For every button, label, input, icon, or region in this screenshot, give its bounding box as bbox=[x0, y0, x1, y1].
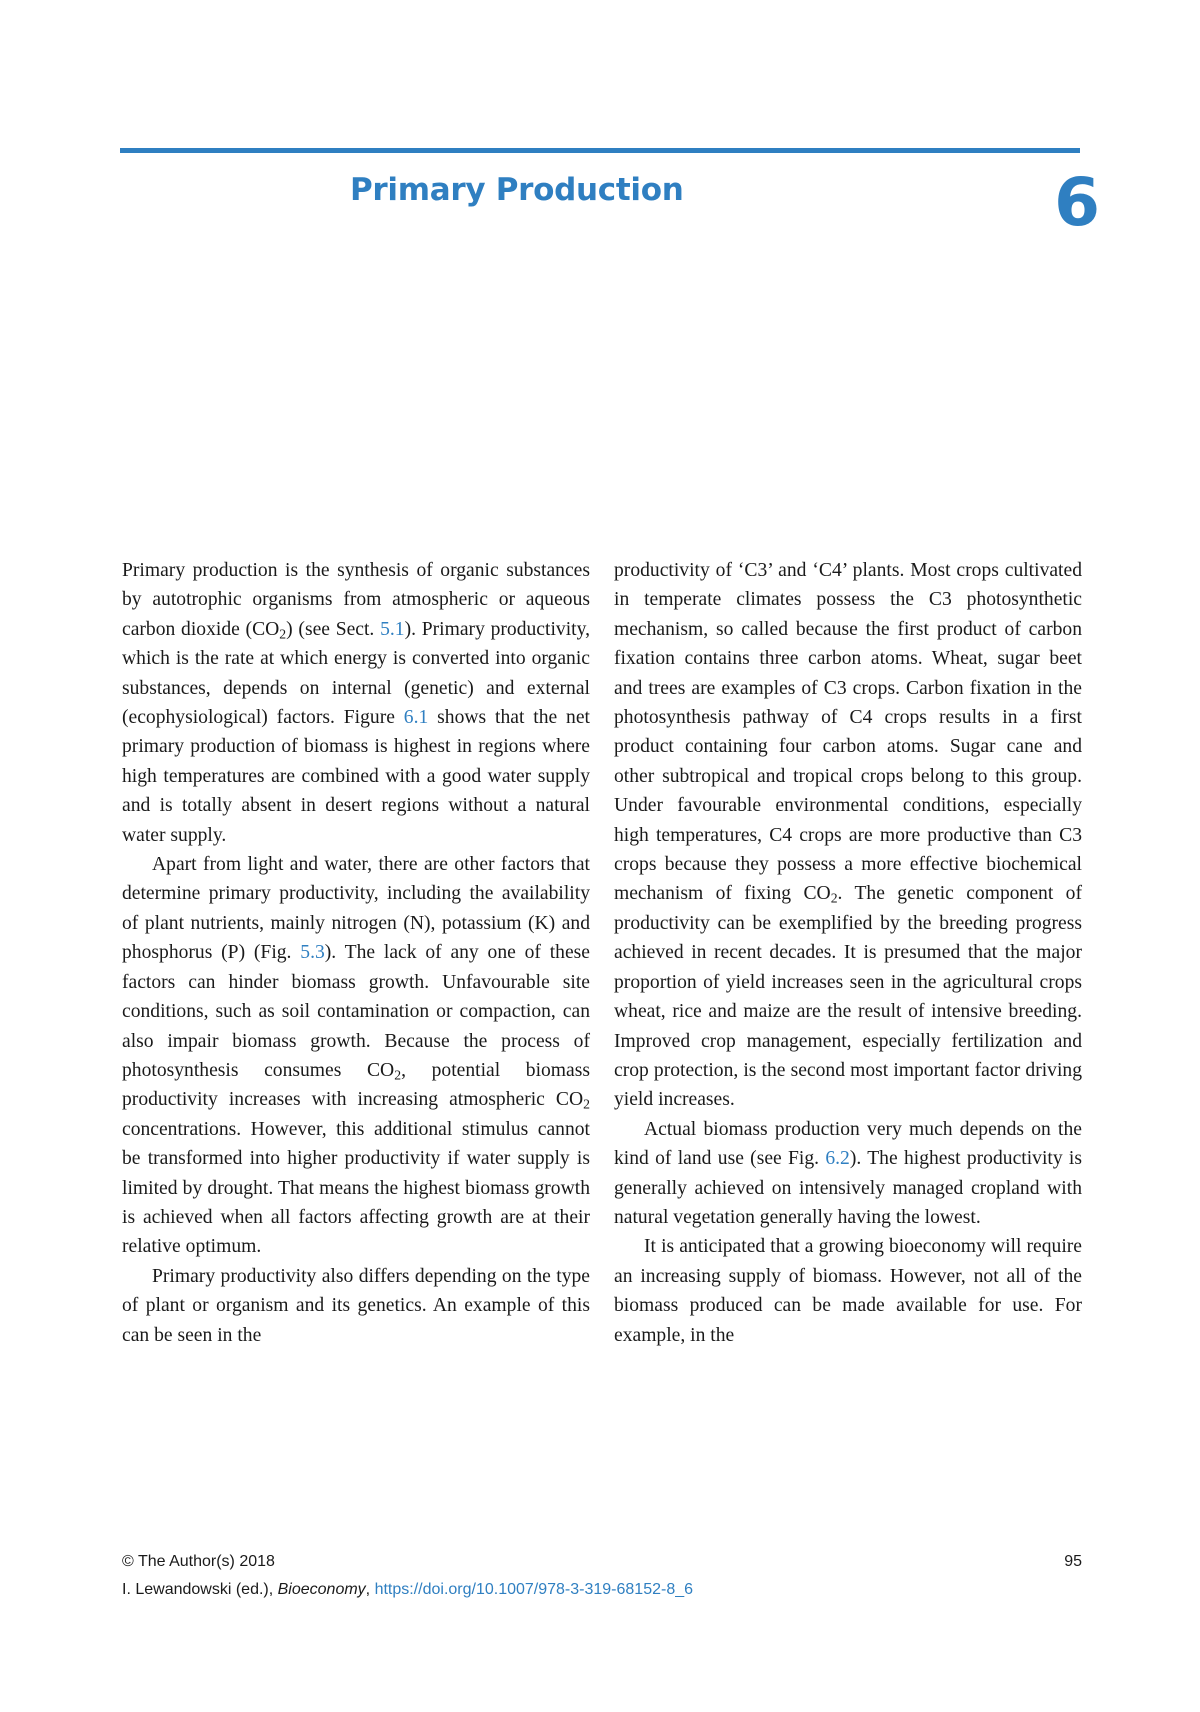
figure-link[interactable]: 6.2 bbox=[825, 1148, 850, 1170]
right-column bbox=[614, 556, 1082, 1350]
paragraph: productivity of ‘C3’ and ‘C4’ plants. Most crops cultivated in temperate climates possess the C3 photosynthetic mechanism, so called because the first product of carbon fixation contains three carbon atoms. Wheat, sugar beet and trees are examples of C3 crops. Carbon fixation in the photosynthesis pathway of C4 crops results in a first product containing four carbon atoms. Sugar cane and other subtropical and tropical crops belong to this group. Under favourable environmental conditions, especially high temperatures, C4 crops are more productive than C3 crops because they possess a more effective biochemical mechanism of fixing $CO_2$. The genetic component of productivity can be exemplified by the breeding progress achieved in recent decades. It is presumed that the major proportion of yield increases seen in the agricultural crops wheat, rice and maize are the result of intensive breeding. Improved crop management, especially fertilization and crop protection, is the second most important factor driving yield increases. bbox=[614, 560, 1082, 1111]
section-link[interactable]: 5.1 bbox=[380, 618, 405, 640]
paragraph: Apart from light and water, there are other factors that determine primary productivity, including the availability of plant nutrients, mainly nitrogen (N), potassium (K) and phosphorus (P) (Fig. 5.3). The lack of any one of these factors can hinder biomass growth. Unfavourable site conditions, such as soil contamination or compaction, can also impair biomass growth. Because the process of photosynthesis consumes $CO_2$, potential biomass productivity increases with increasing atmospheric $CO_2$ concentrations. However, this additional stimulus cannot be transformed into higher productivity if water supply is limited by drought. That means the highest biomass growth is achieved when all factors affecting growth are at their relative optimum. bbox=[122, 854, 590, 1258]
page-footer bbox=[122, 1548, 1082, 1604]
doi-link[interactable]: https://doi.org/10.1007/978-3-319-68152-8_6 bbox=[374, 1581, 694, 1598]
figure-link[interactable]: 5.3 bbox=[300, 942, 325, 964]
chapter-number: 6 bbox=[1054, 164, 1100, 241]
left-column bbox=[122, 556, 590, 1350]
page-number: 95 bbox=[1064, 1553, 1082, 1570]
figure-link[interactable]: 6.1 bbox=[403, 707, 429, 729]
paragraph: It is anticipated that a growing bioeconomy will require an increasing supply of biomass. However, not all of the biomass produced can be made available for use. For example, in the bbox=[614, 1236, 1082, 1346]
paragraph: Primary productivity also differs depending on the type of plant or organism and its genetics. An example of this can be seen in the bbox=[122, 1265, 590, 1346]
citation: I. Lewandowski (ed.), Bioeconomy, https://doi.org/10.1007/978-3-319-68152-8_6 bbox=[122, 1581, 694, 1598]
paragraph: Actual biomass production very much depends on the kind of land use (see Fig. 6.2). The highest productivity is generally achieved on intensively managed cropland with natural vegetation generally having the lowest. bbox=[614, 1118, 1082, 1228]
chapter-title: Primary Production bbox=[350, 172, 684, 208]
copyright-notice: © The Author(s) 2018 bbox=[122, 1553, 275, 1570]
book-title: Bioeconomy bbox=[277, 1581, 366, 1598]
chapter-rule bbox=[120, 148, 1080, 153]
paragraph: Primary production is the synthesis of organic substances by autotrophic organisms from atmospheric or aqueous carbon dioxide $(CO_2)$ (see Sect. 5.1). Primary productivity, which is the rate at which energy is converted into organic substances, depends on internal (genetic) and external (ecophysiological) factors. Figure 6.1 shows that the net primary production of biomass is highest in regions where high temperatures are combined with a good water supply and is totally absent in desert regions without a natural water supply. bbox=[122, 560, 591, 846]
